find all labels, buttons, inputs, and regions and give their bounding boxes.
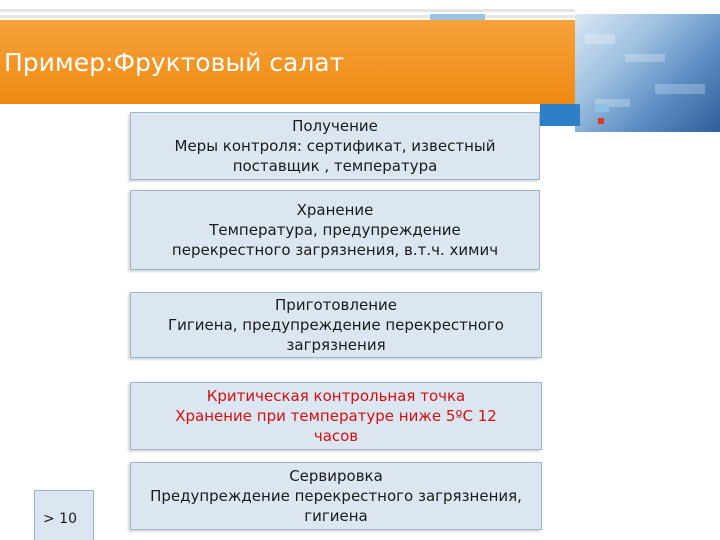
header-stripe — [0, 15, 575, 18]
step-line: Температура, предупреждение — [209, 221, 461, 239]
step-title: Приготовление — [275, 296, 397, 314]
step-line: Меры контроля: сертификат, известный — [174, 137, 496, 155]
flow-step-critical-control-point — [130, 382, 542, 450]
flow-step-storage — [130, 190, 540, 270]
step-line: поставщик , температура — [232, 157, 438, 175]
flow-step-preparation — [130, 292, 542, 358]
step-line: часов — [313, 427, 359, 445]
building-photo — [575, 14, 720, 132]
flow-step-serving — [130, 462, 542, 530]
page-number: > 10 — [34, 490, 94, 540]
step-line: гигиена — [304, 507, 368, 525]
decor-square — [540, 104, 580, 126]
page-title: Пример:Фруктовый салат — [4, 48, 345, 77]
step-line: Хранение при температуре ниже 5ºС 12 — [175, 407, 497, 425]
step-title: Хранение — [296, 201, 374, 219]
step-line: загрязнения — [286, 336, 386, 354]
decor-square — [598, 118, 604, 124]
decor-square — [430, 14, 485, 20]
step-title: Получение — [292, 117, 378, 135]
header-stripe — [0, 9, 575, 12]
flow-step-receiving — [130, 112, 540, 180]
step-line: Гигиена, предупреждение перекрестного — [168, 316, 504, 334]
step-title: Критическая контрольная точка — [206, 387, 466, 405]
step-line: перекрестного загрязнения, в.т.ч. химич — [171, 241, 499, 259]
slide-header — [0, 0, 720, 130]
step-line: Предупреждение перекрестного загрязнения, — [150, 487, 522, 505]
decor-square — [595, 104, 609, 112]
step-title: Сервировка — [289, 467, 383, 485]
